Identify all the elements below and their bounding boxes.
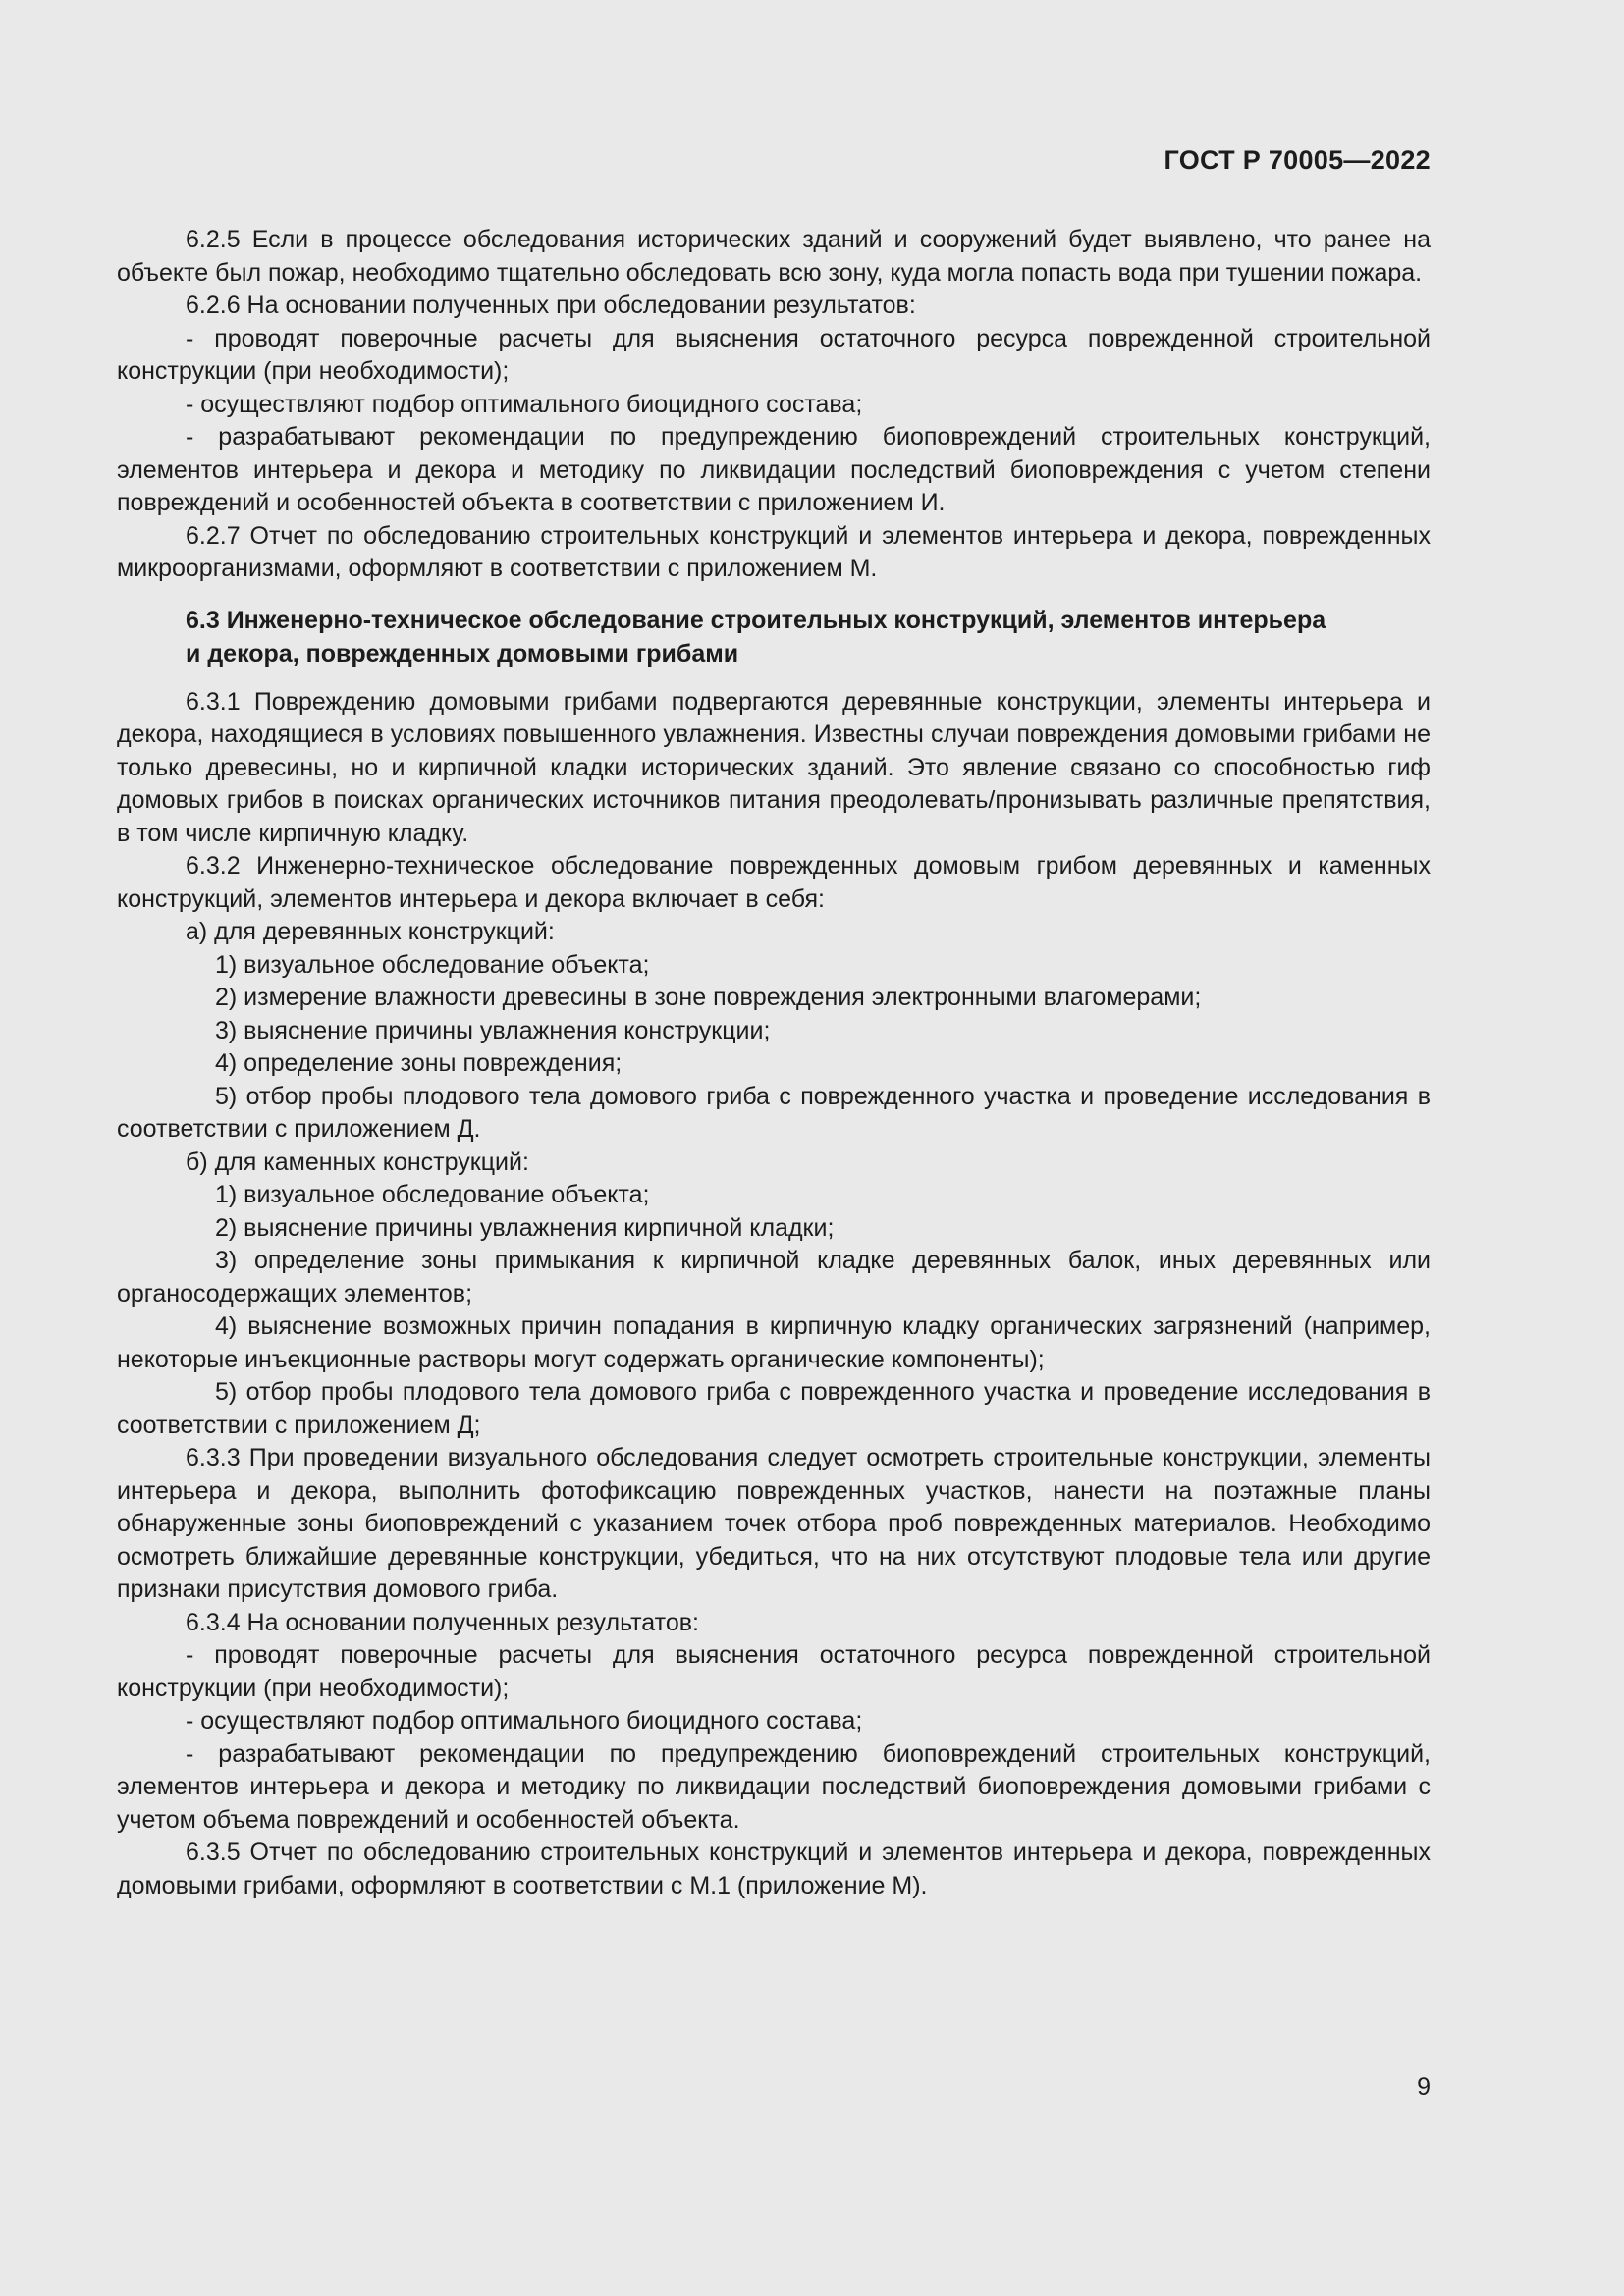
list-item: - осуществляют подбор оптимального биоцидного состава; — [186, 390, 863, 418]
list-subitem: 1) визуальное обследование объекта; — [215, 950, 650, 979]
document-header: ГОСТ Р 70005—2022 — [1164, 145, 1431, 175]
list-subitem: 1) визуальное обследование объекта; — [215, 1181, 650, 1208]
paragraph-6-2-5: 6.2.5 Если в процессе обследования исторических зданий и сооружений будет выявлено, что ранее на объекте был пожар, необходимо тщательно обследовать всю зону, куда могла попасть вода при тушении пожара. — [117, 226, 1431, 287]
paragraph-6-3-3: 6.3.3 При проведении визуального обследования следует осмотреть строительные конструкции, элементы интерьера и декора, выполнить фотофиксацию поврежденных участков, нанести на поэтажные планы обнаруженные зоны биоповреждений с указанием точек отбора проб поврежденных материалов. Необходимо осмотреть ближайшие деревянные конструкции, убедиться, что на них отсутствуют плодовые тела или другие признаки присутствия домового гриба. — [117, 1444, 1431, 1603]
list-subitem: 3) определение зоны примыкания к кирпичной кладке деревянных балок, иных деревянных или органосодержащих элементов; — [117, 1247, 1431, 1308]
paragraph-6-3-5: 6.3.5 Отчет по обследованию строительных конструкций и элементов интерьера и декора, поврежденных домовыми грибами, оформляют в соответствии с М.1 (приложение М). — [117, 1839, 1431, 1899]
paragraph-6-3-2: 6.3.2 Инженерно-техническое обследование поврежденных домовым грибом деревянных и каменных конструкций, элементов интерьера и декора включает в себя: — [117, 852, 1431, 913]
list-item-stone: б) для каменных конструкций: — [186, 1148, 529, 1176]
paragraph-6-2-6: 6.2.6 На основании полученных при обследовании результатов: — [186, 292, 916, 319]
list-item: - разрабатывают рекомендации по предупреждению биоповреждений строительных конструкций, элементов интерьера и декора и методику по ликвидации последствий биоповреждения с учетом степени повреждений и особенностей объекта в соответствии с приложением И. — [117, 423, 1431, 516]
list-item: - проводят поверочные расчеты для выяснения остаточного ресурса поврежденной строительной конструкции (при необходимости); — [117, 1641, 1431, 1702]
list-subitem: 4) определение зоны повреждения; — [215, 1049, 623, 1077]
list-item: - проводят поверочные расчеты для выяснения остаточного ресурса поврежденной строительной конструкции (при необходимости); — [117, 324, 1431, 385]
list-item: - осуществляют подбор оптимального биоцидного состава; — [186, 1707, 863, 1735]
list-subitem: 2) выяснение причины увлажнения кирпичной кладки; — [215, 1213, 835, 1242]
list-subitem: 5) отбор пробы плодового тела домового гриба с поврежденного участка и проведение исследования в соответствии с приложением Д. — [117, 1082, 1431, 1143]
list-item-wood: а) для деревянных конструкций: — [186, 918, 555, 945]
section-title-6-3: 6.3 Инженерно-техническое обследование строительных конструкций, элементов интерьера и декора, поврежденных домовыми грибами — [186, 606, 1326, 667]
list-subitem: 3) выяснение причины увлажнения конструкции; — [215, 1016, 771, 1044]
list-subitem: 5) отбор пробы плодового тела домового гриба с поврежденного участка и проведение исследования в соответствии с приложением Д; — [117, 1378, 1431, 1439]
list-item: - разрабатывают рекомендации по предупреждению биоповреждений строительных конструкций, элементов интерьера и декора и методику по ликвидации последствий биоповреждения домовыми грибами с учетом объема повреждений и особенностей объекта. — [117, 1739, 1431, 1834]
document-body — [117, 224, 1431, 1902]
list-subitem: 4) выяснение возможных причин попадания в кирпичную кладку органических загрязнений (например, некоторые инъекционные растворы могут содержать органические компоненты); — [117, 1312, 1431, 1373]
paragraph-6-3-4: 6.3.4 На основании полученных результатов: — [186, 1608, 699, 1636]
paragraph-6-3-1: 6.3.1 Повреждению домовыми грибами подвергаются деревянные конструкции, элементы интерьера и декора, находящиеся в условиях повышенного увлажнения. Известны случаи повреждения домовыми грибами не только древесины, но и кирпичной кладки исторических зданий. Это явление связано со способностью гиф домовых грибов в поисках органических источников питания преодолевать/пронизывать различные препятствия, в том числе кирпичную кладку. — [117, 687, 1431, 847]
page-number: 9 — [1417, 2073, 1431, 2101]
list-subitem: 2) измерение влажности древесины в зоне повреждения электронными влагомерами; — [215, 984, 1202, 1011]
paragraph-6-2-7: 6.2.7 Отчет по обследованию строительных конструкций и элементов интерьера и декора, поврежденных микроорганизмами, оформляют в соответствии с приложением М. — [117, 521, 1431, 582]
